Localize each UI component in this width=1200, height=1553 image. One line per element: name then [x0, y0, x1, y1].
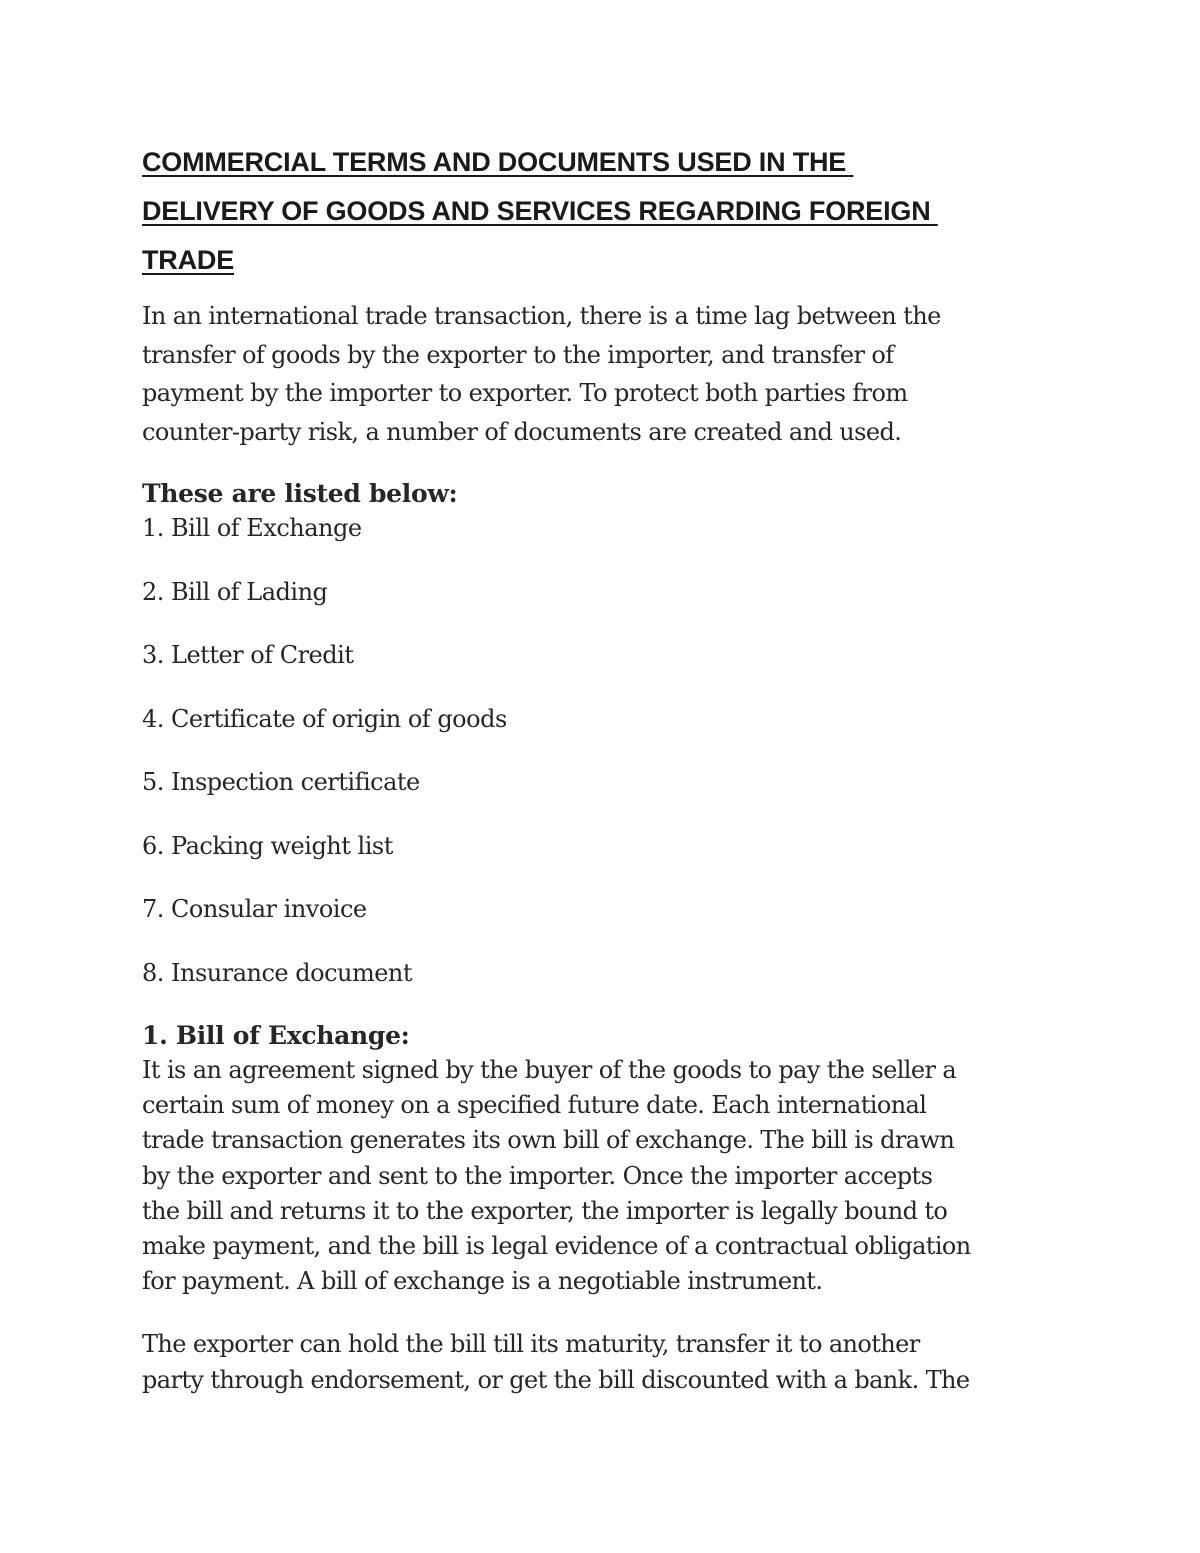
list-item: 3. Letter of Credit: [142, 641, 354, 669]
section-paragraph: [142, 1327, 1082, 1397]
title-line: COMMERCIAL TERMS AND DOCUMENTS USED IN THE: [142, 147, 854, 177]
paragraph-line: It is an agreement signed by the buyer of the goods to pay the seller a: [142, 1056, 957, 1084]
section-heading: 1. Bill of Exchange:: [142, 1021, 410, 1050]
paragraph-line: trade transaction generates its own bill of exchange. The bill is drawn: [142, 1126, 955, 1155]
intro-line: transfer of goods by the exporter to the importer, and transfer of: [142, 340, 894, 369]
list-item: 1. Bill of Exchange: [142, 514, 362, 542]
listed-heading: These are listed below:: [142, 479, 458, 508]
list-item: 2. Bill of Lading: [142, 577, 328, 606]
list-item: 8. Insurance document: [142, 958, 413, 987]
intro-paragraph: [142, 297, 1082, 451]
title-line: TRADE: [142, 245, 234, 275]
intro-line: In an international trade transaction, there is a time lag between the: [142, 302, 941, 330]
list-item: 4. Certificate of origin of goods: [142, 704, 507, 733]
paragraph-line: certain sum of money on a specified future date. Each international: [142, 1091, 927, 1120]
list-item: 6. Packing weight list: [142, 831, 393, 860]
document-title: [142, 138, 1082, 285]
paragraph-line: the bill and returns it to the exporter, the importer is legally bound to: [142, 1196, 948, 1225]
list-item: 7. Consular invoice: [142, 895, 367, 923]
intro-line: payment by the importer to exporter. To protect both parties from: [142, 379, 908, 407]
section-paragraph: [142, 1053, 1082, 1299]
paragraph-line: The exporter can hold the bill till its maturity, transfer it to another: [142, 1330, 920, 1359]
document-page: [142, 138, 1082, 1398]
documents-list: [142, 511, 1082, 990]
paragraph-line: by the exporter and sent to the importer. Once the importer accepts: [142, 1161, 933, 1190]
paragraph-line: for payment. A bill of exchange is a negotiable instrument.: [142, 1267, 823, 1296]
title-line: DELIVERY OF GOODS AND SERVICES REGARDING FOREIGN: [142, 196, 938, 226]
intro-line: counter-party risk, a number of documents are created and used.: [142, 417, 902, 446]
paragraph-line: party through endorsement, or get the bill discounted with a bank. The: [142, 1365, 970, 1394]
paragraph-line: make payment, and the bill is legal evidence of a contractual obligation: [142, 1232, 971, 1261]
list-item: 5. Inspection certificate: [142, 768, 420, 796]
